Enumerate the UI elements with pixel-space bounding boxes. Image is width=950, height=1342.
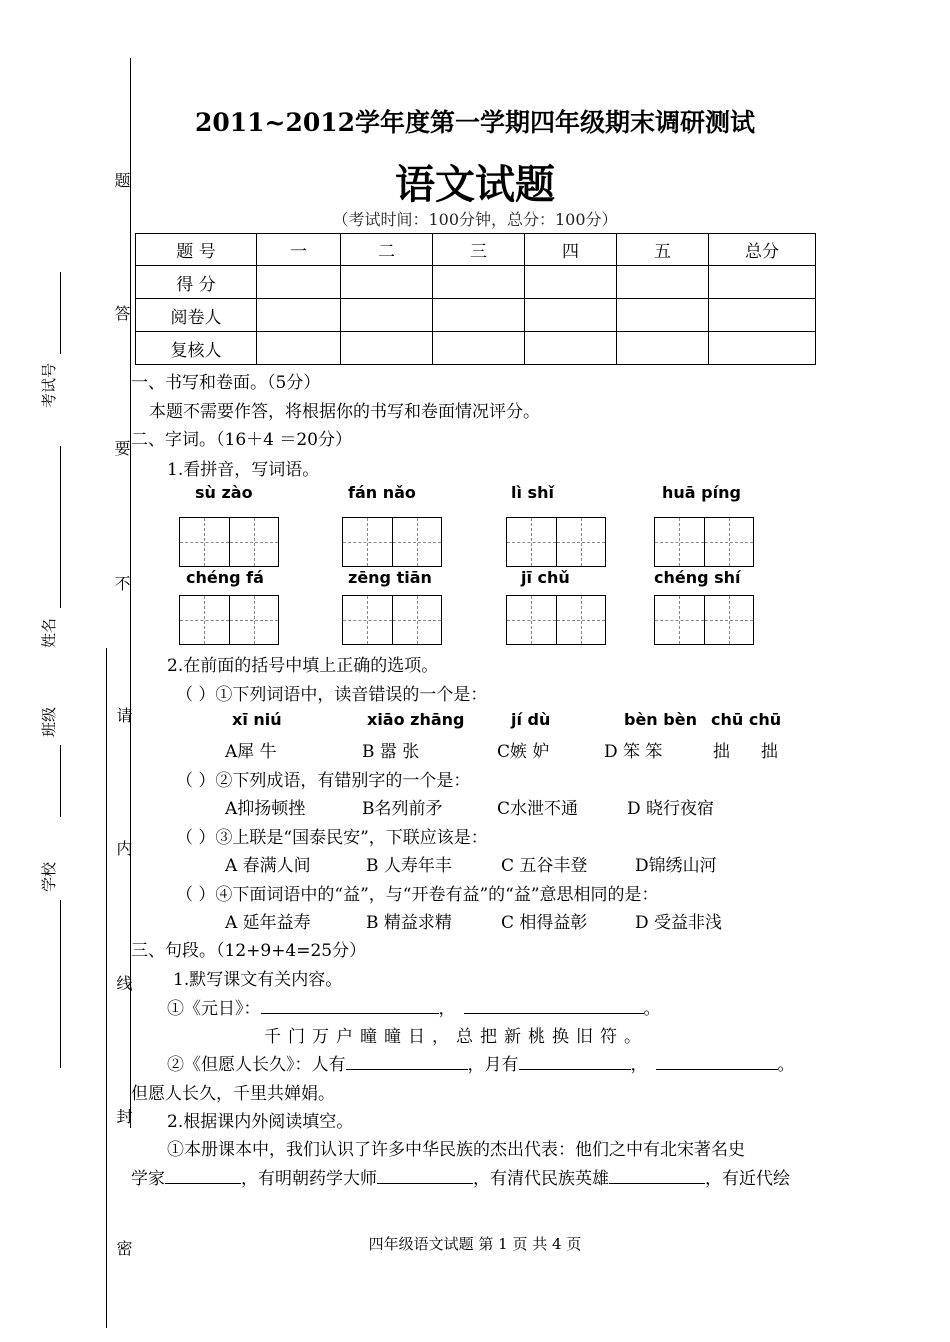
score-cell[interactable]: [433, 266, 525, 299]
binding-line-lower: [106, 648, 107, 1328]
pinyin-label: lì shǐ: [511, 483, 554, 502]
binding-label-4: 不: [112, 575, 131, 593]
score-cell[interactable]: [257, 266, 341, 299]
exam-title: 2011~2012学年度第一学期四年级期末调研测试: [194, 108, 756, 137]
binding-label-7: 线: [114, 975, 133, 993]
choice-question-3[interactable]: （ ）③上联是“国泰民安”，下联应该是：: [176, 828, 488, 848]
pinyin-label: chéng shí: [654, 568, 741, 587]
pinyin-label: zēng tiān: [348, 568, 432, 587]
reading-line2: [131, 1164, 790, 1189]
score-cell[interactable]: [617, 266, 709, 299]
poem2-blank-3[interactable]: [656, 1055, 778, 1070]
option: D锦绣山河: [635, 856, 717, 876]
reading-a: 学家: [131, 1169, 165, 1189]
section2-q1: 1.看拼音，写词语。: [167, 460, 320, 480]
score-cell[interactable]: [257, 332, 341, 365]
poem2-blank-2[interactable]: [519, 1055, 631, 1070]
poem1-line: [167, 994, 661, 1019]
poem1-line2: 千门万户曈曈日，总把新桃换旧符。: [264, 1027, 648, 1047]
subject-title: 语文试题: [395, 162, 555, 208]
reading-d: ，有近代绘: [705, 1169, 790, 1189]
pinyin-label: chéng fá: [186, 568, 264, 587]
section3-heading: 三、句段。（12+9+4=25分）: [131, 941, 367, 961]
pinyin-label: sù zào: [195, 483, 253, 502]
writing-grid[interactable]: [654, 517, 754, 567]
option: C水泄不通: [497, 799, 579, 819]
poem2-line2: 但愿人长久，千里共婵娟。: [131, 1084, 335, 1104]
class-field[interactable]: [60, 745, 61, 817]
option: B 嚣 张: [362, 742, 420, 762]
poem2-a: ②《但愿人长久》：人有: [167, 1055, 346, 1075]
pinyin-label: chū chū: [711, 710, 782, 729]
school-field[interactable]: [60, 900, 61, 1068]
header-cell: 题 号: [136, 234, 257, 266]
section2-q2: 2.在前面的括号中填上正确的选项。: [167, 656, 439, 676]
option: D 笨 笨: [604, 742, 663, 762]
poem2-c: ，: [630, 1055, 648, 1075]
section2-heading: 二、字词。（16＋4 ＝20分）: [131, 430, 352, 450]
poem2-end: 。: [777, 1055, 795, 1075]
score-cell[interactable]: [709, 266, 816, 299]
header-cell: 总分: [709, 234, 816, 266]
option: C 相得益彰: [501, 913, 588, 933]
option: D 受益非浅: [635, 913, 723, 933]
exam-number-label: 考试号: [40, 362, 58, 408]
score-cell[interactable]: [709, 299, 816, 332]
section3-q1: 1.默写课文有关内容。: [173, 970, 343, 990]
row-label: 得 分: [136, 266, 257, 299]
exam-info: （考试时间：100分钟，总分：100分）: [332, 210, 618, 229]
binding-label-6: 内: [114, 840, 133, 858]
choice-question-4[interactable]: （ ）④下面词语中的“益”，与“开卷有益”的“益”意思相同的是：: [176, 885, 659, 905]
binding-label-9: 密: [114, 1240, 133, 1258]
table-row: [136, 332, 816, 365]
option: C嫉 妒: [497, 742, 550, 762]
reading-line1: ①本册课本中，我们认识了许多中华民族的杰出代表：他们之中有北宋著名史: [167, 1140, 745, 1160]
reading-b: ，有明朝药学大师: [241, 1169, 377, 1189]
row-label: 复核人: [136, 332, 257, 365]
section1-heading: 一、书写和卷面。（5分）: [131, 373, 321, 393]
binding-label-2: 答: [112, 305, 131, 323]
pinyin-label: xiāo zhāng: [367, 710, 465, 729]
header-cell: 三: [433, 234, 525, 266]
section3-q2: 2.根据课内外阅读填空。: [167, 1112, 354, 1132]
poem1-sep: ，: [438, 999, 456, 1019]
poem1-label: ①《元日》：: [167, 999, 261, 1019]
score-cell[interactable]: [709, 332, 816, 365]
poem1-blank-2[interactable]: [464, 999, 644, 1014]
pinyin-label: bèn bèn: [624, 710, 697, 729]
table-row: [136, 266, 816, 299]
pinyin-label: jí dù: [511, 710, 551, 729]
choice-question-1[interactable]: （ ）①下列词语中，读音错误的一个是：: [176, 685, 488, 705]
reading-c: ，有清代民族英雄: [473, 1169, 609, 1189]
pinyin-label: xī niú: [232, 710, 282, 729]
score-cell[interactable]: [617, 299, 709, 332]
pinyin-label: jī chǔ: [521, 568, 570, 587]
binding-label-1: 题: [112, 172, 131, 190]
header-cell: 五: [617, 234, 709, 266]
name-field[interactable]: [60, 446, 61, 608]
writing-grid[interactable]: [179, 517, 279, 567]
score-cell[interactable]: [617, 332, 709, 365]
writing-grid[interactable]: [506, 595, 606, 645]
score-table: [135, 233, 816, 365]
pinyin-label: huā píng: [662, 483, 741, 502]
option: B 人寿年丰: [366, 856, 452, 876]
table-row: [136, 299, 816, 332]
option: A 延年益寿: [225, 913, 311, 933]
reading-blank-1[interactable]: [165, 1169, 241, 1184]
writing-grid[interactable]: [506, 517, 606, 567]
header-cell: 一: [257, 234, 341, 266]
score-cell[interactable]: [341, 266, 433, 299]
option: A抑扬顿挫: [225, 799, 306, 819]
exam-number-field[interactable]: [60, 272, 61, 354]
writing-grid[interactable]: [654, 595, 754, 645]
score-cell[interactable]: [525, 266, 617, 299]
option: 拙: [761, 742, 778, 762]
writing-grid[interactable]: [342, 595, 442, 645]
pinyin-label: fán nǎo: [348, 483, 416, 502]
option: B名列前矛: [362, 799, 443, 819]
class-label: 班级: [40, 706, 58, 737]
option: C 五谷丰登: [501, 856, 588, 876]
header-cell: 二: [341, 234, 433, 266]
row-label: 阅卷人: [136, 299, 257, 332]
option: 拙: [713, 742, 730, 762]
reading-blank-3[interactable]: [609, 1169, 705, 1184]
reading-blank-2[interactable]: [377, 1169, 473, 1184]
score-cell[interactable]: [341, 299, 433, 332]
score-cell[interactable]: [433, 332, 525, 365]
choice-question-2[interactable]: （ ）②下列成语，有错别字的一个是：: [176, 771, 471, 791]
binding-label-8: 封: [114, 1108, 133, 1126]
poem2-line: [167, 1050, 795, 1075]
writing-grid[interactable]: [342, 517, 442, 567]
page-footer: 四年级语文试题 第 1 页 共 4 页: [368, 1235, 582, 1253]
score-cell[interactable]: [433, 299, 525, 332]
writing-grid[interactable]: [179, 595, 279, 645]
option: A犀 牛: [225, 742, 277, 762]
poem2-b: ，月有: [467, 1055, 519, 1075]
score-table-header: [136, 234, 816, 266]
poem1-blank-1[interactable]: [261, 999, 439, 1014]
option: B 精益求精: [366, 913, 452, 933]
score-cell[interactable]: [257, 299, 341, 332]
poem2-blank-1[interactable]: [346, 1055, 468, 1070]
option: D 晓行夜宿: [627, 799, 715, 819]
school-label: 学校: [40, 861, 58, 892]
score-cell[interactable]: [525, 299, 617, 332]
option: A 春满人间: [225, 856, 311, 876]
score-cell[interactable]: [341, 332, 433, 365]
name-label: 姓名: [40, 617, 58, 648]
score-cell[interactable]: [525, 332, 617, 365]
section1-text: 本题不需要作答，将根据你的书写和卷面情况评分。: [149, 402, 540, 422]
poem1-end: 。: [643, 999, 661, 1019]
binding-label-3: 要: [112, 440, 131, 458]
header-cell: 四: [525, 234, 617, 266]
binding-label-5: 请: [114, 707, 133, 725]
